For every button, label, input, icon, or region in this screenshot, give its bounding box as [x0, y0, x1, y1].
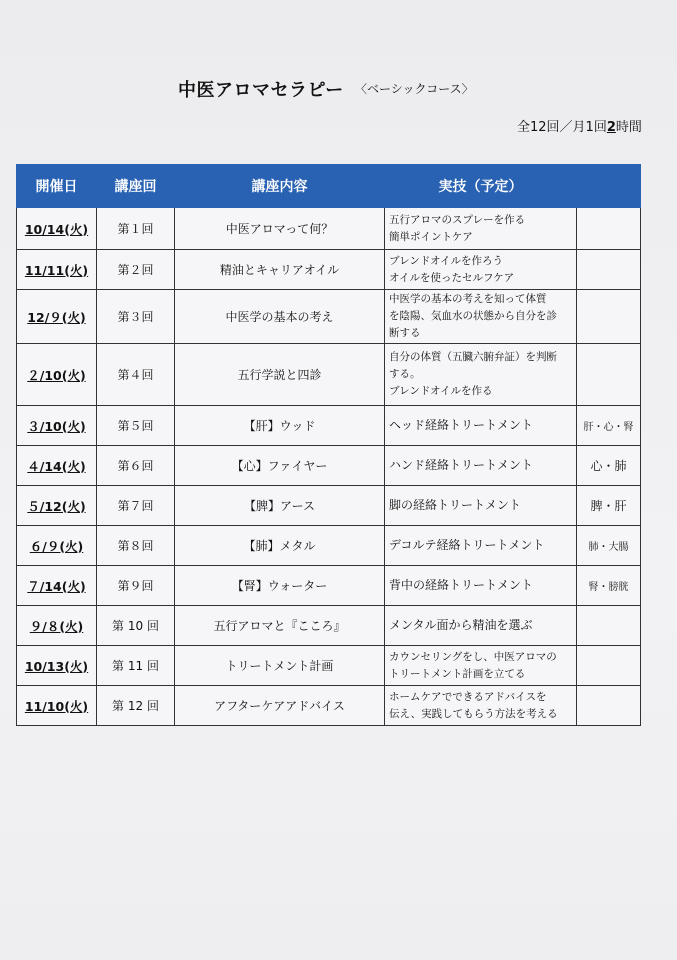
cell-organ	[577, 606, 641, 646]
cell-practice	[385, 344, 577, 406]
cell-date: ６/９(火)	[17, 526, 97, 566]
cell-session: 第 11 回	[97, 646, 175, 686]
cell-content: 【肝】ウッド	[175, 406, 385, 446]
page-title: 中医アロマセラピー	[178, 80, 344, 101]
table-row	[17, 646, 641, 686]
table-row	[17, 344, 641, 406]
practice-line: 断する	[389, 327, 421, 339]
cell-content: トリートメント計画	[175, 646, 385, 686]
practice-line: トリートメント計画を立てる	[389, 667, 526, 680]
practice-line: ブレンドオイルを作ろう	[389, 254, 503, 267]
practice-line: 五行アロマのスプレーを作る	[389, 213, 526, 226]
table-row	[17, 526, 641, 566]
table-row	[17, 686, 641, 726]
cell-date: 10/14(火)	[17, 208, 97, 250]
schedule-prefix: 全12回／月1回	[517, 120, 607, 135]
cell-practice	[385, 208, 577, 250]
cell-organ	[577, 208, 641, 250]
practice-line: を陰陽、気血水の状態から自分を診	[389, 310, 557, 322]
schedule-suffix: 時間	[615, 120, 642, 135]
cell-organ: 肝・心・腎	[577, 406, 641, 446]
cell-practice	[385, 486, 577, 526]
cell-session: 第５回	[97, 406, 175, 446]
cell-content: 【脾】アース	[175, 486, 385, 526]
cell-content: アフターケアアドバイス	[175, 686, 385, 726]
cell-content: 【腎】ウォーター	[175, 566, 385, 606]
course-schedule-summary	[517, 116, 642, 135]
cell-organ: 腎・膀胱	[577, 566, 641, 606]
cell-organ	[577, 344, 641, 406]
practice-line: デコルテ経絡トリートメント	[389, 538, 545, 552]
cell-practice	[385, 606, 577, 646]
cell-date: ５/12(火)	[17, 486, 97, 526]
cell-practice	[385, 646, 577, 686]
table-header-row	[17, 165, 641, 208]
table-row	[17, 566, 641, 606]
practice-line: する。	[389, 368, 421, 380]
cell-content: 【心】ファイヤー	[175, 446, 385, 486]
cell-session: 第４回	[97, 344, 175, 406]
table-row	[17, 290, 641, 344]
cell-organ	[577, 250, 641, 290]
cell-content: 【肺】メタル	[175, 526, 385, 566]
practice-line: ブレンドオイルを作る	[389, 385, 493, 397]
table-row	[17, 406, 641, 446]
cell-date: ７/14(火)	[17, 566, 97, 606]
practice-line: 簡単ポイントケア	[389, 230, 473, 243]
cell-practice	[385, 250, 577, 290]
cell-content: 中医アロマって何？	[175, 208, 385, 250]
practice-line: オイルを使ったセルフケア	[389, 271, 515, 284]
practice-line: 伝え、実践してもらう方法を考える	[389, 707, 558, 720]
cell-practice	[385, 290, 577, 344]
practice-line: ヘッド経絡トリートメント	[389, 418, 533, 432]
cell-date: 10/13(火)	[17, 646, 97, 686]
practice-line: 自分の体質（五臓六腑弁証）を判断	[389, 351, 557, 363]
practice-line: 背中の経絡トリートメント	[389, 578, 533, 592]
cell-session: 第８回	[97, 526, 175, 566]
table-body	[17, 208, 641, 726]
cell-practice	[385, 406, 577, 446]
practice-line: 脚の経絡トリートメント	[389, 498, 521, 512]
cell-organ: 肺・大腸	[577, 526, 641, 566]
cell-session: 第７回	[97, 486, 175, 526]
cell-content: 五行アロマと『こころ』	[175, 606, 385, 646]
cell-practice	[385, 526, 577, 566]
header-practice: 実技（予定）	[385, 165, 577, 208]
cell-practice	[385, 446, 577, 486]
header-session: 講座回	[97, 165, 175, 208]
table-row	[17, 486, 641, 526]
schedule-hours: 2	[606, 120, 616, 135]
header-content: 講座内容	[175, 165, 385, 208]
table-row	[17, 606, 641, 646]
cell-date: ４/14(火)	[17, 446, 97, 486]
cell-practice	[385, 566, 577, 606]
cell-practice	[385, 686, 577, 726]
cell-session: 第３回	[97, 290, 175, 344]
cell-session: 第１回	[97, 208, 175, 250]
cell-date: ９/８(火)	[17, 606, 97, 646]
schedule-table	[16, 164, 641, 726]
cell-date: 12/９(火)	[17, 290, 97, 344]
cell-content: 精油とキャリアオイル	[175, 250, 385, 290]
table-row	[17, 208, 641, 250]
cell-session: 第２回	[97, 250, 175, 290]
cell-session: 第９回	[97, 566, 175, 606]
cell-date: ２/10(火)	[17, 344, 97, 406]
cell-session: 第 10 回	[97, 606, 175, 646]
cell-organ	[577, 290, 641, 344]
cell-content: 中医学の基本の考え	[175, 290, 385, 344]
cell-organ	[577, 646, 641, 686]
header-date: 開催日	[17, 165, 97, 208]
cell-session: 第６回	[97, 446, 175, 486]
practice-line: メンタル面から精油を選ぶ	[389, 618, 533, 632]
table-row	[17, 446, 641, 486]
table-row	[17, 250, 641, 290]
practice-line: ハンド経絡トリートメント	[389, 458, 533, 472]
cell-organ: 心・肺	[577, 446, 641, 486]
practice-line: カウンセリングをし、中医アロマの	[389, 650, 557, 663]
cell-session: 第 12 回	[97, 686, 175, 726]
cell-date: ３/10(火)	[17, 406, 97, 446]
practice-line: ホームケアでできるアドバイスを	[389, 690, 547, 703]
practice-line: 中医学の基本の考えを知って体質	[389, 293, 547, 305]
header-organ	[577, 165, 641, 208]
cell-organ	[577, 686, 641, 726]
cell-content: 五行学説と四診	[175, 344, 385, 406]
page-subtitle: 〈ベーシックコース〉	[355, 82, 474, 96]
cell-date: 11/10(火)	[17, 686, 97, 726]
cell-organ: 脾・肝	[577, 486, 641, 526]
cell-date: 11/11(火)	[17, 250, 97, 290]
